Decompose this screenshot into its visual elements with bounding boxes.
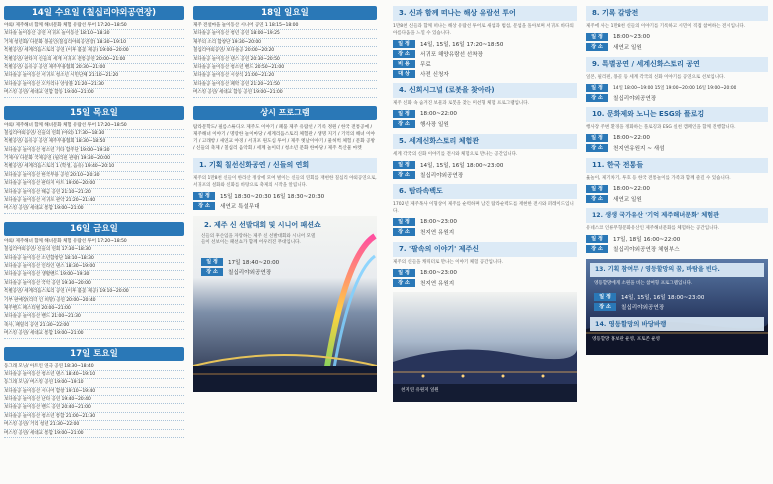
section-title: 7. '팔속의 이야기' 제주신 <box>393 242 577 257</box>
place-row <box>393 170 577 179</box>
place-value: 칠십리야외공연장 체험부스 <box>613 247 680 254</box>
schedule-row: 거제 청년회/ 다문화 몽골인(칠십리야외공연장) 18:30~19:10 <box>4 39 184 47</box>
schedule-row: 제주 전설마을 놀이동산 시니어 공연 1 18:15~18:00 <box>193 22 377 30</box>
date-label: 일 정 <box>193 192 215 200</box>
target-row <box>393 69 577 78</box>
section-title: 2. 제주 신 선발대회 및 시니어 패션쇼 <box>204 220 321 229</box>
schedule-row: 보다솔공 놀이동산 밴드 공연 20:40~21:00 <box>4 404 184 412</box>
section-desc: 제주에 사는 1만8천 신들의 이야기를 기록하고 시민이 직접 참여하는 전시입니다. <box>586 24 746 29</box>
date-row <box>393 218 577 227</box>
date-label: 일 정 <box>393 110 415 118</box>
schedule-row: 버스킹 공연/ 세대교 통합 19:00~21:00 <box>4 205 184 213</box>
section-5 <box>393 134 577 180</box>
schedule-row: 버스킹 공연/ 세대교 연합 합동 19:00~21:00 <box>4 89 184 97</box>
day-block <box>4 106 184 214</box>
schedule-row: 보다솔공 놀이동산 한국무용 공연 20:10~20:30 <box>4 172 184 180</box>
date-value: 18:00~23:00 <box>613 34 650 41</box>
schedule-row: 보다솔 놀이동산 공연 서귀포 놀이동산 18:10~18:30 <box>4 30 184 38</box>
date-label: 일 정 <box>393 40 415 48</box>
day-header: 16일 금요일 <box>4 222 184 236</box>
section-desc: 제주의 1만8천 신들이 한라산 정상에 모여 벌이는 신들의 연회를 재현한 칠십리 야외공연으로, 서귀포의 설화와 신화를 바탕으로 축제의 시작을 알립니다. <box>193 176 377 188</box>
schedule-row: 야외/ 제주해녀 함께 해녀문화 체험 유람선 투어 17:20~18:50 <box>4 22 184 30</box>
schedule-row: 제주밴드 페스티벌 20:00~21:00 <box>4 305 184 313</box>
place-row <box>586 43 768 52</box>
date-row <box>393 39 577 48</box>
schedule-row: 보다솔공 놀이동산 국악 공연 19:30~20:00 <box>4 280 184 288</box>
schedule-row: 특별공연/ 세계리듬스토리 공연 (이후 불꽃 제공) 19:00~20:00 <box>4 47 184 55</box>
date-row <box>193 192 377 201</box>
date-row <box>586 184 768 193</box>
date-value: 14일, 15일, 16일 18:00~23:00 <box>621 294 705 301</box>
date-label: 일 정 <box>594 293 616 301</box>
date-row <box>393 160 577 169</box>
schedule-row: 버스킹 공연/ 거리 청년 21:30~22:00 <box>4 421 184 429</box>
section-8 <box>586 6 768 52</box>
section-title: 9. 특별공연 / 세계신화스토리 공연 <box>586 57 768 72</box>
section-title: 10. 문화제와 노니는 ESG와 플로깅 <box>586 107 768 122</box>
place-label: 장 소 <box>586 195 608 203</box>
fee-row <box>393 59 577 68</box>
place-row <box>586 144 768 153</box>
schedule-row: 보다솔공 놀이동산 오카리나 앙상블 21:20~21:30 <box>4 81 184 89</box>
date-row <box>586 134 768 143</box>
section-title: 13. 기획 참여무 / 영등할망의 꿈, 바람을 빈다. <box>590 263 764 277</box>
date-label: 일 정 <box>393 218 415 226</box>
schedule-row: 보다솔공 놀이동산 인라인 댄스 18:30~19:00 <box>4 263 184 271</box>
schedule-row: 보다솔공 놀이동산 시상식 21:00~21:20 <box>193 72 377 80</box>
place-label: 장 소 <box>586 94 608 102</box>
section-2-photo <box>193 216 377 392</box>
schedule-row: 보다솔공 놀이동산 청소년 댄스 18:40~19:10 <box>4 371 184 379</box>
section-6 <box>393 184 577 236</box>
section-9 <box>586 57 768 103</box>
date-label: 일 정 <box>586 235 608 243</box>
place-label: 장 소 <box>393 120 415 128</box>
section-10 <box>586 107 768 153</box>
section-title: 11. 한국 전통들 <box>586 158 768 173</box>
section-3 <box>393 6 577 78</box>
date-row <box>586 83 768 92</box>
schedule-row: 제주의 소리 합창단 19:30~20:00 <box>193 39 377 47</box>
day-header: 17일 토요일 <box>4 347 184 361</box>
schedule-row: 특별공연/ 세계리듬스토리 공연 (이후 불꽃 제공) 19:10~20:00 <box>4 288 184 296</box>
section-desc: 제주의 신들을 캐릭터로 만나는 이야기 체험 공간입니다. <box>393 259 503 265</box>
section-title: 6. 탐라속백도 <box>393 184 577 199</box>
date-label: 일 정 <box>586 134 608 142</box>
section-title: 14. 영등할망의 바당바랭 <box>590 317 764 331</box>
date-value: 18:00~22:00 <box>420 111 457 118</box>
date-row <box>586 235 768 244</box>
day-block <box>4 347 184 439</box>
section-desc: 윷놀이, 제기차기, 투호 등 한국 전통놀이를 가족과 함께 즐길 수 있습니다. <box>586 175 731 181</box>
section-desc: 1702년 제주목사 이형상이 제주를 순력하며 남긴 탐라순력도를 재현한 전시와 퍼레이드입니다. <box>393 202 574 214</box>
place-row <box>393 278 577 287</box>
section-11 <box>586 158 768 204</box>
section-desc: 영등할망에게 소원을 비는 참여형 프로그램입니다. <box>594 280 693 286</box>
schedule-row: 보다솔공 놀이동산 서귀포 청소년 시민단체 21:10~21:20 <box>4 72 184 80</box>
section-desc: 일본, 필리핀, 몽골 등 세계 각국의 신화 이야기를 공연으로 선보입니다. <box>586 74 725 80</box>
schedule-row: 보다솔공 놀이동산 서귀포 관악 21:20~21:40 <box>4 197 184 205</box>
section-12 <box>586 208 768 254</box>
place-row <box>586 245 768 254</box>
program-header: 상시 프로그램 <box>193 106 377 120</box>
section-title: 8. 기록 갈방전 <box>586 6 768 21</box>
schedule-row: 특별공연/ 음유공 공연 제주무용협회 20:30~21:00 <box>4 64 184 72</box>
schedule-row: 보다솔공 놀이동산 댄스 공연 20:30~20:50 <box>193 56 377 64</box>
date-row <box>393 110 577 119</box>
fee-label: 비 용 <box>393 60 415 68</box>
section-desc: 제주 신화 속 숨겨진 보물과 로봇을 찾는 미션형 체험 프로그램입니다. <box>393 101 530 107</box>
place-label: 장 소 <box>393 279 415 287</box>
date-label: 일 정 <box>586 185 608 193</box>
date-row <box>201 258 279 266</box>
section-7 <box>393 242 577 288</box>
day-header: 14일 수요일 (칠십리야외공연장) <box>4 6 184 20</box>
place-label: 장 소 <box>393 171 415 179</box>
place-label: 장 소 <box>594 303 616 311</box>
place-label: 장 소 <box>193 202 215 210</box>
section-title: 1. 기획 칠선신화공연 / 신들의 연회 <box>193 158 377 173</box>
place-value: 행사장 일원 <box>420 122 449 129</box>
schedule-row: 칠십리야외공연/ 신들의 연회 (야외) 17:30~18:30 <box>4 130 184 138</box>
target-label: 대 상 <box>393 70 415 78</box>
section-desc: 세계 각국의 신화 이야기를 전시와 체험으로 만나는 공간입니다. <box>393 151 518 157</box>
section-1 <box>193 158 377 210</box>
place-value: 천지연유원지 ~ 새섬 <box>613 146 665 153</box>
schedule-column-3 <box>393 6 577 402</box>
date-value: 15일 18:30~20:30 16일 18:30~20:30 <box>220 194 325 201</box>
place-label: 장 소 <box>586 43 608 51</box>
night-harbor-photo <box>393 292 577 402</box>
target-value: 사전 신청자 <box>420 71 449 78</box>
schedule-row: 칠십리야외공연/ 신들의 연회 17:30~18:30 <box>4 246 184 254</box>
day-block-18 <box>193 6 377 98</box>
schedule-row: 동그래 모닝/ 버스킹 공연 19:00~19:10 <box>4 379 184 387</box>
harbor-photo <box>393 292 577 402</box>
schedule-row: 보다솔공 놀이동산 폐막 공연 21:20~21:50 <box>193 81 377 89</box>
date-value: 18:00~23:00 <box>420 219 457 226</box>
section-title: 4. 신희시그널 (로봇을 찾아라) <box>393 83 577 98</box>
schedule-row: 보다솔공 놀이동산 밴드 21:00~21:30 <box>4 313 184 321</box>
place-row <box>586 194 768 203</box>
date-value: 14일, 15일, 16일 17:20~18:50 <box>420 41 504 48</box>
place-value: 칠십리야외공연장 <box>228 269 272 276</box>
place-value: 서귀포 해양유람선 선착장 <box>420 51 483 58</box>
schedule-row: 보다솔공 놀이동산 청소년 통합 21:00~21:30 <box>4 413 184 421</box>
photo-caption: 천지연 유원지 일원 <box>401 388 439 394</box>
place-label: 장 소 <box>393 228 415 236</box>
place-value: 새연교 일원 <box>613 196 642 203</box>
schedule-row: 거제시/ 다문화 국제공연 (필리핀 관광) 19:30~20:00 <box>4 155 184 163</box>
schedule-row: 축사, 패밀리 공연 21:30~22:00 <box>4 322 184 330</box>
day-header: 18일 일요일 <box>193 6 377 20</box>
place-value: 천지연 유원지 <box>420 230 455 237</box>
place-row <box>393 49 577 58</box>
place-value: 새연교 일원 <box>613 45 642 52</box>
day-header: 15일 목요일 <box>4 106 184 120</box>
schedule-row: 특별공연/ 판타지 신들의 세계 서귀포 전통공연 20:00~21:00 <box>4 56 184 64</box>
date-value: 14일, 15일, 16일 18:00~23:00 <box>420 162 504 169</box>
date-label: 일 정 <box>586 33 608 41</box>
schedule-row: 칠십리야외공연/ 보다솔공 20:00~20:20 <box>193 47 377 55</box>
schedule-column-4 <box>586 6 768 355</box>
schedule-row: 보다솔공 놀이동산 시니어 합창 19:10~19:40 <box>4 388 184 396</box>
program-text: 탐라문학도/ 필름스튜디오 제주도 이야기 / 폐품 제주 유람선 / 기록 정원 / 한국 전통공예 / 제주해녀 이야기 / 명랑한 놀이마당 / 세계리듬스토리 체험관 / 생명 지기 / 기억의 해녀 이야기 / 고래항 / 새연교 야경 / 서귀포 원도심 투어 / 제주 옛날이야기 / 물허벅 체험 / 문화 공방 / 신들의 축제 / 칠십리 음악회 / 세계 놀이터 / 청소년 문화 한마당 / 제주 특산물 마켓 <box>193 124 376 152</box>
date-value: 18:00~23:00 <box>420 269 457 276</box>
place-row <box>193 202 377 211</box>
date-row <box>393 268 577 277</box>
section-desc: 행사장 주변 환경을 정화하는 플로깅과 ESG 실천 캠페인을 함께 진행합니다. <box>586 125 736 131</box>
section-desc: 신들의 후손임을 자랑하는 제주 신 선발대회와 시니어 모델들이 선보이는 패션쇼가 함께 어우러진 무대입니다. <box>201 233 316 245</box>
place-value: 칠십리야외공연장 <box>613 95 657 102</box>
place-value: 새연교 특설무대 <box>220 204 260 211</box>
schedule-row: 기부 판매장(리더 인 희망) 공연 20:00~20:40 <box>4 297 184 305</box>
schedule-column-1 <box>4 6 184 446</box>
place-label: 장 소 <box>201 268 223 276</box>
place-value: 천지연 유원지 <box>420 280 455 287</box>
section-4 <box>393 83 577 129</box>
date-value: 18:00~22:00 <box>613 185 650 192</box>
date-row <box>594 293 704 301</box>
schedule-row: 버스킹 공연/ 세대교 통합 19:00~21:00 <box>4 330 184 338</box>
schedule-row: 보다솔공 놀이동산 난타 공연 19:40~20:40 <box>4 396 184 404</box>
section-title: 5. 세계신화스토리 체험관 <box>393 134 577 149</box>
place-row <box>594 303 664 311</box>
day-block <box>4 6 184 98</box>
date-value: 17일, 18일 16:00~22:00 <box>613 237 681 244</box>
place-row <box>586 93 768 102</box>
schedule-row: 버스킹 공연/ 세대교 통합 19:00~21:00 <box>4 430 184 438</box>
schedule-row: 특별공연/ 세계리듬스토리 1 (학생, 음유) 19:40~20:10 <box>4 163 184 171</box>
date-label: 일 정 <box>586 84 608 92</box>
date-label: 일 정 <box>393 161 415 169</box>
date-label: 일 정 <box>393 269 415 277</box>
schedule-row: 보다솔공 놀이동산 판타지 아트 19:00~20:00 <box>4 180 184 188</box>
day-block <box>4 222 184 339</box>
schedule-row: 보다솔공 놀이동산 청년 공연 18:00~19:25 <box>193 30 377 38</box>
schedule-row: 야외/ 제주해녀 함께 해녀문화 체험 유람선 투어 17:20~18:50 <box>4 122 184 130</box>
date-value: 14일 18:00~19:00 15일 19:00~20:00 16일 19:00~20:00 <box>613 85 737 91</box>
place-row <box>393 120 577 129</box>
section-desc: 유네스코 인류무형문화유산인 제주해녀문화를 체험하는 공간입니다. <box>586 226 720 232</box>
place-label: 장 소 <box>393 50 415 58</box>
schedule-row: 버스킹 공연/ 세대교 합동 공연 19:00~21:00 <box>193 89 377 97</box>
place-value: 칠십리야외공연장 <box>420 172 464 179</box>
fee-value: 무료 <box>420 61 431 68</box>
schedule-row: 보다솔공 놀이동산 생활밴드 19:00~19:30 <box>4 271 184 279</box>
schedule-row: 특별공연/ 음유공 공연 제주무용협회 18:30~18:50 <box>4 138 184 146</box>
section-13-photo <box>586 259 768 355</box>
section-title: 3. 신과 함께 떠나는 해상 유람선 투어 <box>393 6 577 21</box>
date-value: 18:00~22:00 <box>613 135 650 142</box>
date-label: 일 정 <box>201 258 223 266</box>
place-value: 칠십리야외공연장 <box>621 304 665 311</box>
section-desc: 1만8천 신들과 함께 떠나는 해상 유람선 투어로 새섬과 범섬, 문섬을 돌아보며 서귀포 바다의 아름다움을 느낄 수 있습니다. <box>393 24 574 36</box>
place-row <box>201 268 271 276</box>
schedule-column-2 <box>193 6 377 392</box>
date-row <box>586 33 768 42</box>
schedule-row: 보다솔공 놀이동산 청소년 기타 합주단 19:00~19:30 <box>4 147 184 155</box>
place-row <box>393 228 577 237</box>
place-label: 장 소 <box>586 144 608 152</box>
schedule-row: 보다솔공 놀이동산 해금 공연 21:10~21:20 <box>4 189 184 197</box>
schedule-row: 야외/ 제주해녀 함께 해녀문화 체험 유람선 투어 17:20~18:50 <box>4 238 184 246</box>
schedule-row: 보다솔공 놀이동산 소년합창단 18:10~18:30 <box>4 255 184 263</box>
date-value: 17일 18:40~20:00 <box>228 259 280 266</box>
section-title: 12. 생생 국가유산 '기억 제주해녀문화' 체험관 <box>586 208 768 223</box>
footer-text: 영등할망 홍보관 운영, 포토존 운영 <box>592 336 661 342</box>
schedule-row: 동그래 모닝/ 아트인 연극 공연 18:30~18:40 <box>4 363 184 371</box>
place-label: 장 소 <box>586 245 608 253</box>
schedule-row: 보다솔공 놀이동산 청소년 밴드 20:50~21:00 <box>193 64 377 72</box>
